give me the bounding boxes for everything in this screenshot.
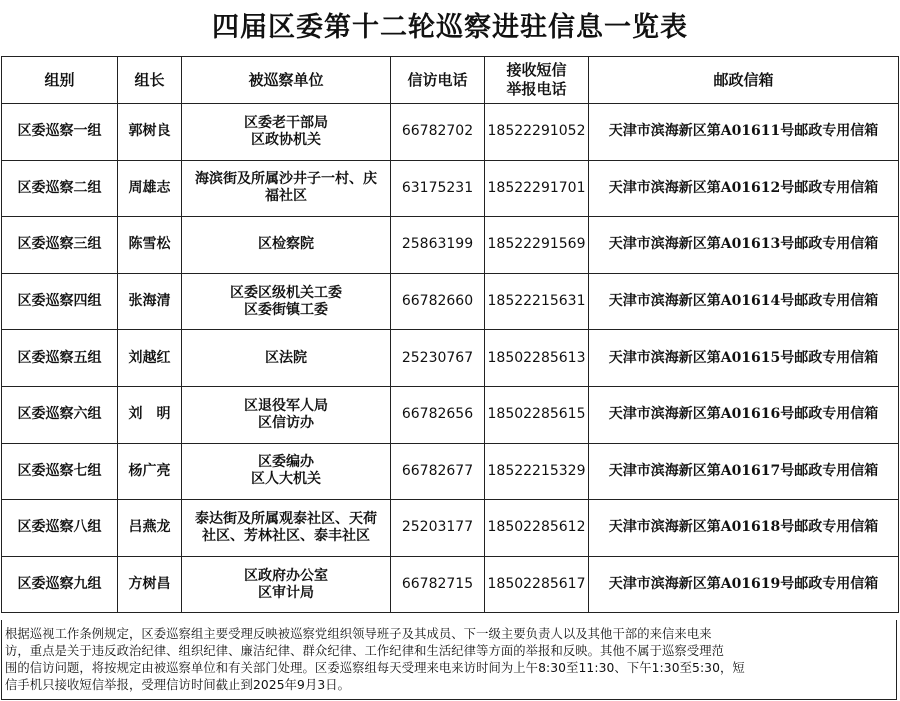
cell-group: 区委巡察八组: [2, 500, 118, 557]
table-row: [2, 386, 899, 443]
unit-line: 区检察院: [258, 236, 314, 253]
cell-phone: 25863199: [391, 217, 485, 274]
cell-phone: 66782677: [391, 443, 485, 500]
unit-line: 海滨街及所属沙井子一村、庆: [195, 171, 377, 188]
cell-phone: 25203177: [391, 500, 485, 557]
unit-line: 区政协机关: [251, 131, 321, 148]
cell-leader: 方树昌: [118, 556, 182, 613]
cell-sms: 18522291052: [485, 104, 589, 161]
table-row: [2, 217, 899, 274]
cell-unit: [182, 217, 391, 274]
cell-mailbox: 天津市滨海新区第A01617号邮政专用信箱: [589, 443, 899, 500]
cell-leader: 张海清: [118, 273, 182, 330]
cell-mailbox: 天津市滨海新区第A01611号邮政专用信箱: [589, 104, 899, 161]
cell-group: 区委巡察二组: [2, 160, 118, 217]
table-row: [2, 273, 899, 330]
header-leader: 组长: [118, 57, 182, 104]
header-unit: 被巡察单位: [182, 57, 391, 104]
cell-mailbox: 天津市滨海新区第A01612号邮政专用信箱: [589, 160, 899, 217]
table-row: [2, 330, 899, 387]
table-row: [2, 443, 899, 500]
unit-line: 区委老干部局: [244, 114, 328, 131]
cell-mailbox: 天津市滨海新区第A01613号邮政专用信箱: [589, 217, 899, 274]
unit-line: 区委街镇工委: [244, 301, 328, 318]
cell-unit: [182, 160, 391, 217]
header-sms-line1: 接收短信: [506, 61, 567, 79]
footnote-line: 根据巡视工作条例规定，区委巡察组主要受理反映被巡察党组织领导班子及其成员、下一级主要负责人以及其他干部的来信来电来: [5, 627, 712, 641]
cell-leader: 刘 明: [118, 386, 182, 443]
header-group: 组别: [2, 57, 118, 104]
footnote-line: 访，重点是关于违反政治纪律、组织纪律、廉洁纪律、群众纪律、工作纪律和生活纪律等方面的举报和反映。其他不属于巡察受理范: [5, 644, 725, 658]
cell-leader: 杨广亮: [118, 443, 182, 500]
header-phone: 信访电话: [391, 57, 485, 104]
header-sms-line2: 举报电话: [506, 80, 567, 98]
unit-line: 区退役军人局: [244, 397, 328, 414]
cell-sms: 18502285615: [485, 386, 589, 443]
footnote-line: 信手机只接收短信举报，受理信访时间截止到2025年9月3日。: [5, 678, 351, 692]
cell-phone: 66782660: [391, 273, 485, 330]
table-row: [2, 500, 899, 557]
footnote-line: 围的信访问题，将按规定由被巡察单位和有关部门处理。区委巡察组每天受理来电来访时间为上午8:30至11:30、下午1:30至5:30，短: [5, 661, 745, 675]
unit-line: 区委区级机关工委: [230, 284, 342, 301]
cell-sms: 18502285613: [485, 330, 589, 387]
cell-sms: 18522215329: [485, 443, 589, 500]
cell-leader: 刘越红: [118, 330, 182, 387]
unit-line: 区委编办: [258, 454, 314, 471]
unit-line: 福社区: [265, 188, 307, 205]
cell-sms: 18502285612: [485, 500, 589, 557]
cell-phone: 63175231: [391, 160, 485, 217]
cell-unit: [182, 556, 391, 613]
header-sms: [485, 57, 589, 104]
cell-sms: 18522291569: [485, 217, 589, 274]
page-title: 四届区委第十二轮巡察进驻信息一览表: [212, 12, 688, 43]
cell-group: 区委巡察四组: [2, 273, 118, 330]
cell-group: 区委巡察七组: [2, 443, 118, 500]
footnote: [1, 622, 896, 694]
cell-mailbox: 天津市滨海新区第A01615号邮政专用信箱: [589, 330, 899, 387]
cell-mailbox: 天津市滨海新区第A01618号邮政专用信箱: [589, 500, 899, 557]
cell-mailbox: 天津市滨海新区第A01614号邮政专用信箱: [589, 273, 899, 330]
cell-unit: [182, 443, 391, 500]
cell-mailbox: 天津市滨海新区第A01619号邮政专用信箱: [589, 556, 899, 613]
table-row: [2, 160, 899, 217]
cell-group: 区委巡察五组: [2, 330, 118, 387]
cell-unit: [182, 500, 391, 557]
cell-sms: 18502285617: [485, 556, 589, 613]
inspection-table: [1, 56, 899, 613]
cell-group: 区委巡察九组: [2, 556, 118, 613]
cell-sms: 18522291701: [485, 160, 589, 217]
cell-unit: [182, 104, 391, 161]
cell-unit: [182, 386, 391, 443]
cell-phone: 66782715: [391, 556, 485, 613]
unit-line: 区法院: [265, 349, 307, 366]
cell-leader: 陈雪松: [118, 217, 182, 274]
cell-group: 区委巡察六组: [2, 386, 118, 443]
unit-line: 区人大机关: [251, 471, 321, 488]
unit-line: 区审计局: [258, 584, 314, 601]
cell-group: 区委巡察三组: [2, 217, 118, 274]
table-header-row: [2, 57, 899, 104]
table-row: [2, 556, 899, 613]
unit-line: 区政府办公室: [244, 567, 328, 584]
cell-group: 区委巡察一组: [2, 104, 118, 161]
cell-leader: 吕燕龙: [118, 500, 182, 557]
cell-leader: 周雄志: [118, 160, 182, 217]
cell-leader: 郭树良: [118, 104, 182, 161]
cell-unit: [182, 273, 391, 330]
unit-line: 区信访办: [258, 414, 314, 431]
cell-phone: 66782702: [391, 104, 485, 161]
unit-line: 社区、芳林社区、泰丰社区: [202, 527, 370, 544]
unit-line: 泰达街及所属观泰社区、天荷: [195, 510, 377, 527]
cell-phone: 25230767: [391, 330, 485, 387]
cell-sms: 18522215631: [485, 273, 589, 330]
header-mailbox: 邮政信箱: [589, 57, 899, 104]
table-row: [2, 104, 899, 161]
cell-phone: 66782656: [391, 386, 485, 443]
cell-unit: [182, 330, 391, 387]
cell-mailbox: 天津市滨海新区第A01616号邮政专用信箱: [589, 386, 899, 443]
